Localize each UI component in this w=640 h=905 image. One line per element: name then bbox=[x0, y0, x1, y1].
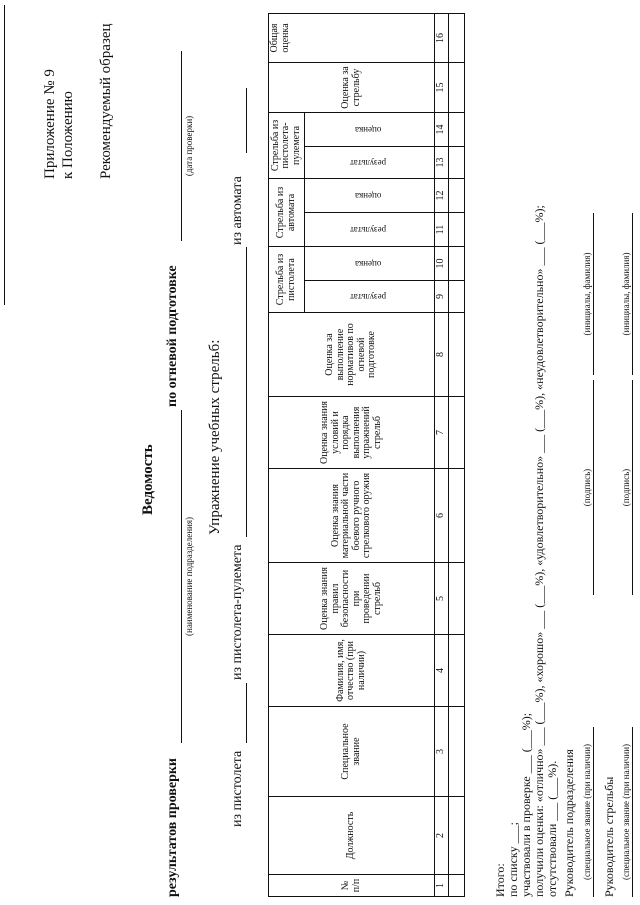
head-shooting-rank-caption: (специальное звание (при наличии) bbox=[621, 743, 631, 881]
appendix-number: Приложение № 9 bbox=[42, 69, 58, 179]
from-pistol-line bbox=[246, 683, 247, 743]
table-cell[interactable] bbox=[449, 707, 465, 797]
col-number: 14 bbox=[435, 112, 449, 146]
col-number: 10 bbox=[435, 247, 449, 281]
header-shoot-rifle: Стрельба из автомата bbox=[269, 179, 305, 247]
col-number: 3 bbox=[435, 707, 449, 797]
table-cell[interactable] bbox=[449, 13, 465, 62]
head-shooting-rank-line bbox=[632, 727, 633, 897]
header-pmg-grade: оценка bbox=[305, 112, 435, 146]
summary-participated: участвовали в проверке ___ (___%); bbox=[519, 712, 533, 897]
col-number: 13 bbox=[435, 147, 449, 179]
head-shooting-name-line bbox=[632, 213, 633, 375]
table-cell[interactable] bbox=[449, 875, 465, 897]
from-pistol-label: из пистолета bbox=[230, 750, 245, 827]
document-title: Ведомость bbox=[140, 444, 156, 515]
header-rank: Специальное звание bbox=[269, 707, 435, 797]
head-shooting-name-caption: (инициалы, фамилия) bbox=[621, 252, 631, 336]
head-unit-name-line bbox=[593, 213, 594, 375]
header-norms: Оценка за выполнение нормативов по огневой подготовке bbox=[269, 313, 435, 397]
col-number: 1 bbox=[435, 875, 449, 897]
from-rifle-label: из автомата bbox=[230, 176, 245, 245]
col-number: 8 bbox=[435, 313, 449, 397]
col-number: 12 bbox=[435, 179, 449, 213]
table-cell[interactable] bbox=[449, 179, 465, 213]
header-total: Общая оценка bbox=[269, 13, 435, 62]
results-table bbox=[268, 13, 465, 897]
head-unit-sign-line bbox=[593, 380, 594, 595]
table-cell[interactable] bbox=[449, 247, 465, 281]
table-cell[interactable] bbox=[449, 635, 465, 707]
unit-name-line bbox=[181, 410, 182, 743]
header-position: Должность bbox=[269, 797, 435, 875]
from-pistol-mg-label: из пистолета-пулемета bbox=[230, 544, 245, 680]
head-shooting-sign-caption: (подпись) bbox=[621, 468, 631, 507]
date-caption: (дата проверки) bbox=[184, 115, 194, 177]
unit-name-caption: (наименование подразделения) bbox=[184, 517, 194, 636]
header-pistol-grade: оценка bbox=[305, 247, 435, 281]
date-line bbox=[181, 51, 182, 241]
col-number: 6 bbox=[435, 469, 449, 563]
table-cell[interactable] bbox=[449, 797, 465, 875]
exercise-label: Упражнение учебных стрельб: bbox=[207, 339, 223, 535]
header-rifle-result: результат bbox=[305, 213, 435, 247]
recommended-sample: Рекомендуемый образец bbox=[98, 23, 114, 179]
table-cell[interactable] bbox=[449, 213, 465, 247]
table-cell[interactable] bbox=[449, 397, 465, 469]
col-number: 16 bbox=[435, 13, 449, 62]
header-pistol-result: результат bbox=[305, 281, 435, 313]
col-number: 15 bbox=[435, 62, 449, 112]
table-cell[interactable] bbox=[449, 313, 465, 397]
table-cell[interactable] bbox=[449, 112, 465, 146]
table-cell[interactable] bbox=[449, 281, 465, 313]
col-number: 4 bbox=[435, 635, 449, 707]
head-unit-rank-caption: (специальное звание (при наличии) bbox=[582, 743, 592, 881]
header-num: № п/п bbox=[269, 875, 435, 897]
table-cell[interactable] bbox=[449, 62, 465, 112]
results-prefix: результатов проверки bbox=[165, 758, 180, 897]
col-number: 11 bbox=[435, 213, 449, 247]
header-rifle-grade: оценка bbox=[305, 179, 435, 213]
head-unit-rank-line bbox=[593, 727, 594, 897]
head-shooting-label: Руководитель стрельбы bbox=[602, 776, 616, 897]
summary-absent: отсутствовали ___ (___%). bbox=[545, 760, 559, 897]
header-shoot-pistol: Стрельба из пистолета bbox=[269, 247, 305, 313]
col-number: 9 bbox=[435, 281, 449, 313]
summary-block bbox=[494, 205, 559, 897]
summary-by-list: по списку ___; bbox=[506, 822, 520, 897]
col-number: 2 bbox=[435, 797, 449, 875]
header-pmg-result: результат bbox=[305, 147, 435, 179]
table-cell[interactable] bbox=[449, 147, 465, 179]
summary-total: Итого: bbox=[493, 863, 507, 897]
from-pistol-mg-line bbox=[246, 247, 247, 537]
header-safety: Оценка знания правил безопасности при проведении стрельб bbox=[269, 563, 435, 635]
head-shooting-sign-line bbox=[632, 380, 633, 595]
header-name: Фамилия, имя, отчество (при наличии) bbox=[269, 635, 435, 707]
results-suffix: по огневой подготовке bbox=[165, 265, 180, 407]
head-unit-name-caption: (инициалы, фамилия) bbox=[582, 252, 592, 336]
top-border-line bbox=[4, 5, 5, 305]
head-unit-label: Руководитель подразделения bbox=[562, 749, 576, 897]
col-number: 7 bbox=[435, 397, 449, 469]
appendix-reference: к Положению bbox=[60, 91, 76, 179]
header-conditions: Оценка знания условий и порядка выполнения упражнений стрельб bbox=[269, 397, 435, 469]
header-shoot-grade: Оценка за стрельбу bbox=[269, 62, 435, 112]
table-row bbox=[449, 13, 465, 896]
header-shoot-pmg: Стрельба из пистолета-пулемета bbox=[269, 112, 305, 178]
col-number: 5 bbox=[435, 563, 449, 635]
from-rifle-line bbox=[246, 88, 247, 153]
summary-grades: получили оценки: «отлично» ___ (___%), «хорошо» ___ (___%), «удовлетворительно» ___ (___%), «неудовлетворительно» ___ (___%); bbox=[532, 205, 546, 897]
table-cell[interactable] bbox=[449, 469, 465, 563]
head-unit-sign-caption: (подпись) bbox=[582, 468, 592, 507]
table-cell[interactable] bbox=[449, 563, 465, 635]
header-materiel: Оценка знания материальной части боевого ручного стрелкового оружия bbox=[269, 469, 435, 563]
column-number-row bbox=[435, 13, 449, 896]
